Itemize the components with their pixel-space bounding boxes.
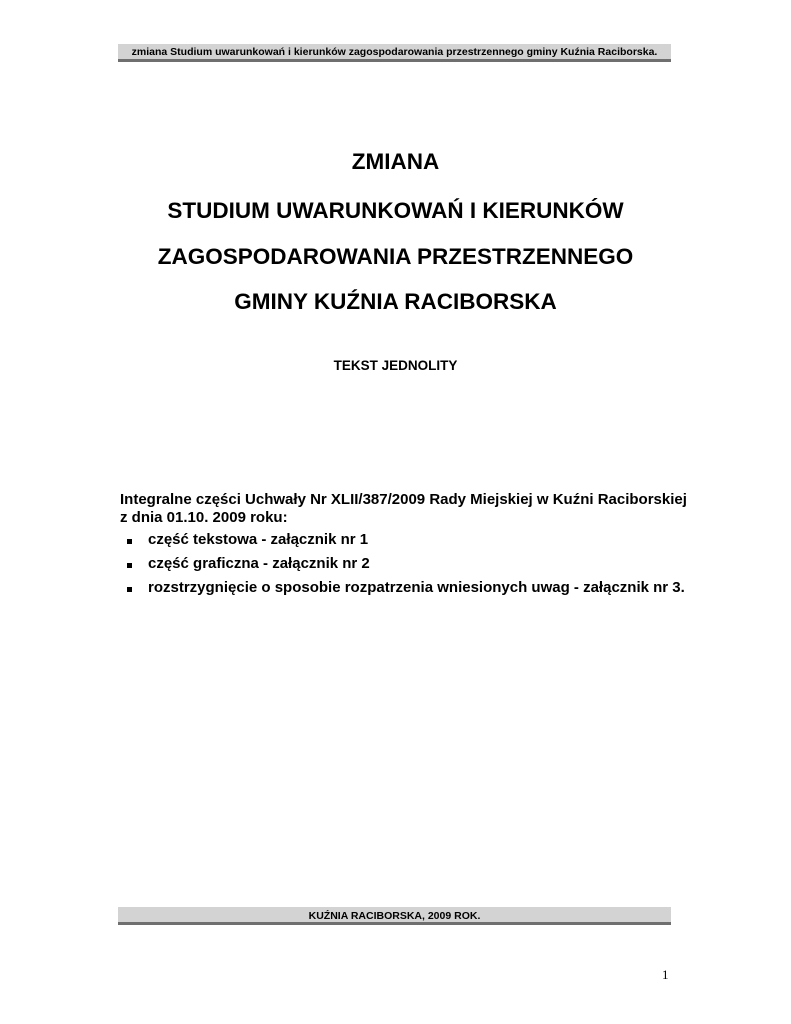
title-line-2: STUDIUM UWARUNKOWAŃ I KIERUNKÓW (167, 198, 624, 223)
intro-line-1: Integralne części Uchwały Nr XLII/387/2009 Rady Miejskiej w Kuźni Raciborskiej (120, 491, 687, 508)
running-header (118, 44, 671, 62)
title-line-4: GMINY KUŹNIA RACIBORSKA (234, 289, 557, 314)
page-number: 1 (662, 967, 669, 982)
attachment-text: część graficzna - załącznik nr 2 (148, 555, 370, 572)
square-bullet-icon (127, 563, 132, 568)
square-bullet-icon (127, 587, 132, 592)
attachments-list (125, 531, 725, 603)
title-line-3: ZAGOSPODAROWANIA PRZESTRZENNEGO (157, 244, 634, 269)
footer-text: KUŹNIA RACIBORSKA, 2009 ROK. (308, 910, 481, 922)
title-line-1: ZMIANA (351, 149, 440, 174)
intro-paragraph (120, 491, 687, 527)
running-header-text: zmiana Studium uwarunkowań i kierunków zagospodarowania przestrzennego gminy Kuźnia Raciborska. (131, 46, 658, 58)
footer-band (118, 907, 671, 925)
list-item (125, 579, 725, 603)
attachment-text: rozstrzygnięcie o sposobie rozpatrzenia wniesionych uwag - załącznik nr 3. (148, 579, 685, 596)
attachment-text: część tekstowa - załącznik nr 1 (148, 531, 369, 548)
square-bullet-icon (127, 539, 132, 544)
document-subtitle: TEKST JEDNOLITY (333, 358, 458, 373)
intro-line-2: z dnia 01.10. 2009 roku: (120, 509, 288, 526)
list-item (125, 531, 725, 555)
list-item (125, 555, 725, 579)
